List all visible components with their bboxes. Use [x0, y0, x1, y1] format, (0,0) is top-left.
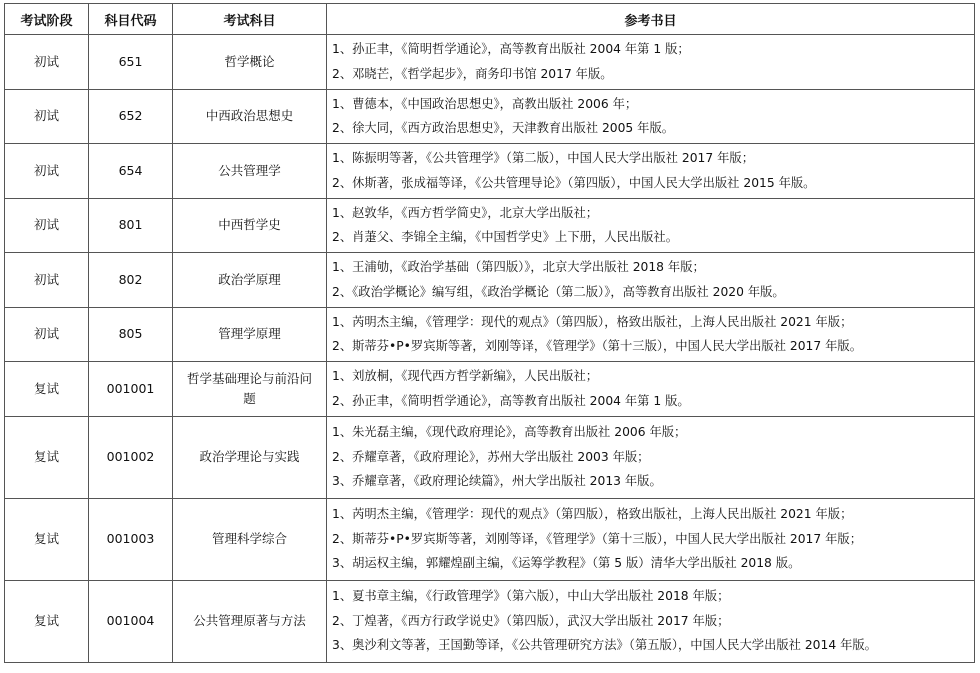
subject-name-cell: 公共管理原著与方法 — [173, 580, 327, 662]
subject-name-cell: 哲学概论 — [173, 35, 327, 90]
reference-list-cell — [327, 253, 975, 308]
subject-name-cell: 管理学原理 — [173, 307, 327, 362]
reference-item: 2、徐大同，《西方政治思想史》，天津教育出版社 2005 年版。 — [332, 121, 675, 136]
reference-item: 1、曹德本，《中国政治思想史》，高教出版社 2006 年； — [332, 96, 638, 111]
subject-code-cell: 651 — [89, 35, 173, 90]
exam-stage-cell: 复试 — [5, 362, 89, 417]
header-stage: 考试阶段 — [5, 4, 89, 35]
reference-list-cell — [327, 144, 975, 199]
reference-item: 1、朱光磊主编，《现代政府理论》，高等教育出版社 2006 年版； — [332, 425, 687, 440]
reference-item: 2、斯蒂芬•P•罗宾斯等著，刘刚等译，《管理学》（第十三版），中国人民大学出版社 2017 年版； — [332, 531, 862, 546]
reference-item: 1、陈振明等著，《公共管理学》（第二版），中国人民大学出版社 2017 年版； — [332, 151, 754, 166]
subject-name-cell: 政治学理论与实践 — [173, 416, 327, 498]
exam-stage-cell: 复试 — [5, 498, 89, 580]
table-row — [5, 580, 975, 662]
reference-book-table — [4, 3, 975, 663]
reference-item: 2、肖萐父、李锦全主编，《中国哲学史》上下册，人民出版社。 — [332, 230, 678, 245]
reference-item: 1、赵敦华，《西方哲学简史》，北京大学出版社； — [332, 205, 599, 220]
exam-stage-cell: 复试 — [5, 580, 89, 662]
table-row — [5, 89, 975, 144]
reference-item: 2、邓晓芒，《哲学起步》，商务印书馆 2017 年版。 — [332, 66, 613, 81]
reference-item: 1、夏书章主编，《行政管理学》（第六版），中山大学出版社 2018 年版； — [332, 589, 730, 604]
subject-code-cell: 652 — [89, 89, 173, 144]
reference-item: 3、乔耀章著，《政府理论续篇》，州大学出版社 2013 年版。 — [332, 474, 662, 489]
reference-item: 2、丁煌著，《西方行政学说史》（第四版），武汉大学出版社 2017 年版； — [332, 613, 730, 628]
reference-item: 2、乔耀章著，《政府理论》，苏州大学出版社 2003 年版； — [332, 449, 650, 464]
reference-item: 1、芮明杰主编，《管理学：现代的观点》（第四版），格致出版社，上海人民出版社 2021 年版； — [332, 314, 853, 329]
reference-item: 3、奥沙利文等著，王国勤等译，《公共管理研究方法》（第五版），中国人民大学出版社 2014 年版。 — [332, 638, 877, 653]
subject-code-cell: 001003 — [89, 498, 173, 580]
table-row — [5, 416, 975, 498]
subject-name-cell: 中西哲学史 — [173, 198, 327, 253]
table-row — [5, 498, 975, 580]
exam-stage-cell: 初试 — [5, 35, 89, 90]
reference-list-cell — [327, 89, 975, 144]
reference-list-cell — [327, 35, 975, 90]
reference-item: 1、芮明杰主编，《管理学：现代的观点》（第四版），格致出版社，上海人民出版社 2021 年版； — [332, 507, 853, 522]
reference-list-cell — [327, 498, 975, 580]
reference-list-cell — [327, 198, 975, 253]
table-body — [5, 35, 975, 663]
reference-item: 1、刘放桐，《现代西方哲学新编》，人民出版社； — [332, 369, 599, 384]
subject-name-cell: 公共管理学 — [173, 144, 327, 199]
header-subject: 考试科目 — [173, 4, 327, 35]
reference-item: 1、王浦劬，《政治学基础（第四版）》，北京大学出版社 2018 年版； — [332, 260, 705, 275]
reference-list-cell — [327, 580, 975, 662]
subject-name-cell: 政治学原理 — [173, 253, 327, 308]
exam-stage-cell: 初试 — [5, 307, 89, 362]
table-row — [5, 144, 975, 199]
header-row — [5, 4, 975, 35]
subject-code-cell: 654 — [89, 144, 173, 199]
subject-code-cell: 801 — [89, 198, 173, 253]
table-row — [5, 307, 975, 362]
subject-code-cell: 001002 — [89, 416, 173, 498]
header-references: 参考书目 — [327, 4, 975, 35]
reference-list-cell — [327, 307, 975, 362]
table-row — [5, 253, 975, 308]
reference-item: 2、休斯著，张成福等译，《公共管理导论》（第四版），中国人民大学出版社 2015 年版。 — [332, 175, 816, 190]
reference-item: 1、孙正聿，《简明哲学通论》，高等教育出版社 2004 年第 1 版； — [332, 42, 690, 57]
exam-stage-cell: 初试 — [5, 144, 89, 199]
subject-code-cell: 802 — [89, 253, 173, 308]
subject-code-cell: 805 — [89, 307, 173, 362]
reference-list-cell — [327, 416, 975, 498]
table-row — [5, 35, 975, 90]
exam-stage-cell: 复试 — [5, 416, 89, 498]
reference-item: 2、孙正聿，《简明哲学通论》，高等教育出版社 2004 年第 1 版。 — [332, 393, 690, 408]
exam-stage-cell: 初试 — [5, 89, 89, 144]
table-row — [5, 198, 975, 253]
exam-stage-cell: 初试 — [5, 253, 89, 308]
table-row — [5, 362, 975, 417]
reference-item: 2、《政治学概论》编写组，《政治学概论（第二版）》，高等教育出版社 2020 年版。 — [332, 284, 785, 299]
subject-name-cell: 中西政治思想史 — [173, 89, 327, 144]
subject-name-cell: 管理科学综合 — [173, 498, 327, 580]
subject-name-cell: 哲学基础理论与前沿问题 — [173, 362, 327, 417]
reference-item: 2、斯蒂芬•P•罗宾斯等著，刘刚等译，《管理学》（第十三版），中国人民大学出版社 2017 年版。 — [332, 339, 862, 354]
subject-code-cell: 001004 — [89, 580, 173, 662]
reference-list-cell — [327, 362, 975, 417]
subject-code-cell: 001001 — [89, 362, 173, 417]
reference-item: 3、胡运权主编，郭耀煌副主编，《运筹学教程》（第 5 版）清华大学出版社 2018 版。 — [332, 556, 801, 571]
header-code: 科目代码 — [89, 4, 173, 35]
exam-stage-cell: 初试 — [5, 198, 89, 253]
